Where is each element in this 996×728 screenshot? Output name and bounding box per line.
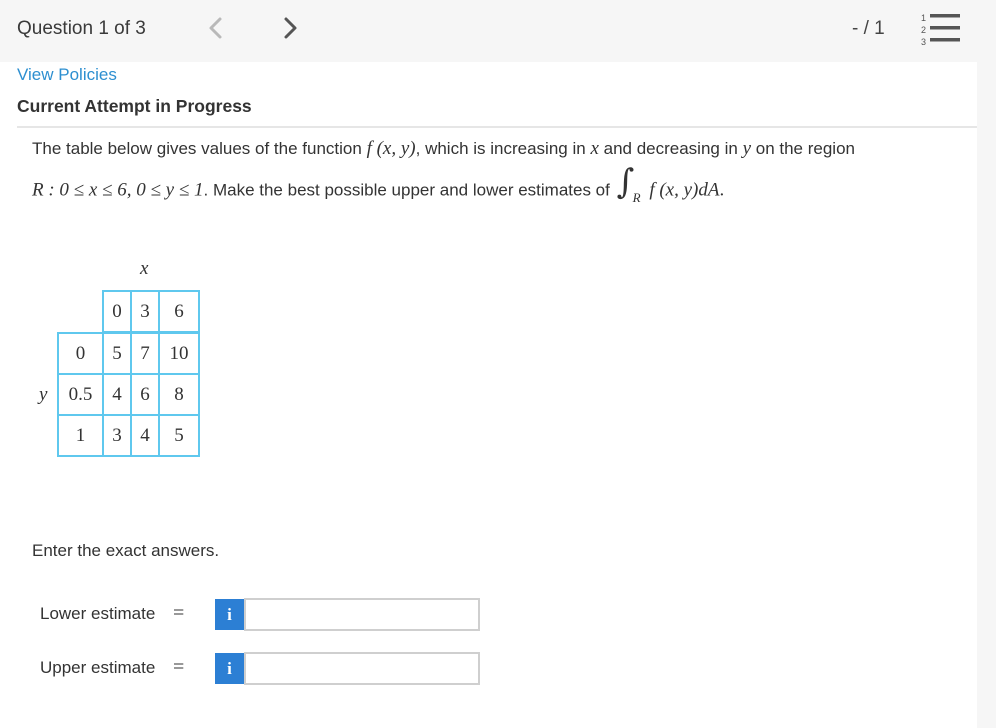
upper-estimate-label: Upper estimate [40,658,156,677]
y-header-cell: 0 [57,332,104,375]
top-bar [0,0,996,62]
chevron-right-icon [278,14,306,42]
table-cell: 6 [130,373,160,416]
lower-info-button[interactable] [215,599,244,630]
table-y-axis-label: y [39,384,48,405]
question-counter: Question 1 of 3 [17,18,146,39]
info-icon: i [227,604,232,624]
table-cell: 10 [158,332,200,375]
chevron-left-icon [202,14,230,42]
question-text-segment: on the region [755,139,855,158]
svg-text:2: 2 [921,25,927,35]
upper-estimate-input[interactable] [244,652,480,685]
integral-sign: ∫ R [616,162,641,205]
region-expression: R : 0 ≤ x ≤ 6, 0 ≤ y ≤ 1 [32,179,204,201]
x-header-cell: 0 [102,290,132,333]
integral-subscript: R [632,190,641,205]
table-cell: 5 [158,414,200,457]
equals-sign: = [173,602,185,624]
table-cell: 7 [130,332,160,375]
question-text-segment: The table below gives values of the function [32,139,362,158]
question-text-segment: and decreasing in [603,139,738,158]
attempt-status: Current Attempt in Progress [17,96,252,116]
y-header-cell: 1 [57,414,104,457]
x-header-cell: 6 [158,290,200,333]
score-display: - / 1 [852,18,885,39]
divider [17,126,977,128]
lower-estimate-input[interactable] [244,598,480,631]
variable-y: y [742,138,751,159]
question-text-segment: , which is increasing in [415,139,586,158]
svg-text:3: 3 [921,37,927,46]
info-icon: i [227,658,232,678]
question-text-line2 [32,162,725,206]
table-cell: 4 [102,373,132,416]
svg-text:1: 1 [921,13,927,23]
upper-info-button[interactable] [215,653,244,684]
integrand-expression: f (x, y)dA [649,179,720,201]
next-question-button[interactable] [278,14,306,42]
table-cell: 3 [102,414,132,457]
table-cell: 8 [158,373,200,416]
numbered-list-icon [918,12,964,46]
previous-question-button[interactable] [202,14,230,42]
function-expression: f (x, y) [366,138,416,159]
question-text-segment: . Make the best possible upper and lower estimates of [203,180,610,200]
question-text-line1 [32,138,855,160]
x-header-cell: 3 [130,290,160,333]
instructions-text: Enter the exact answers. [32,541,220,560]
view-policies-link[interactable]: View Policies [17,65,117,84]
equals-sign: = [173,656,185,678]
question-list-button[interactable] [918,12,964,46]
table-x-axis-label: x [140,258,149,279]
lower-estimate-label: Lower estimate [40,604,156,623]
table-cell: 4 [130,414,160,457]
table-cell: 5 [102,332,132,375]
variable-x: x [590,138,599,159]
y-header-cell: 0.5 [57,373,104,416]
question-card [0,62,977,728]
period: . [719,179,725,201]
